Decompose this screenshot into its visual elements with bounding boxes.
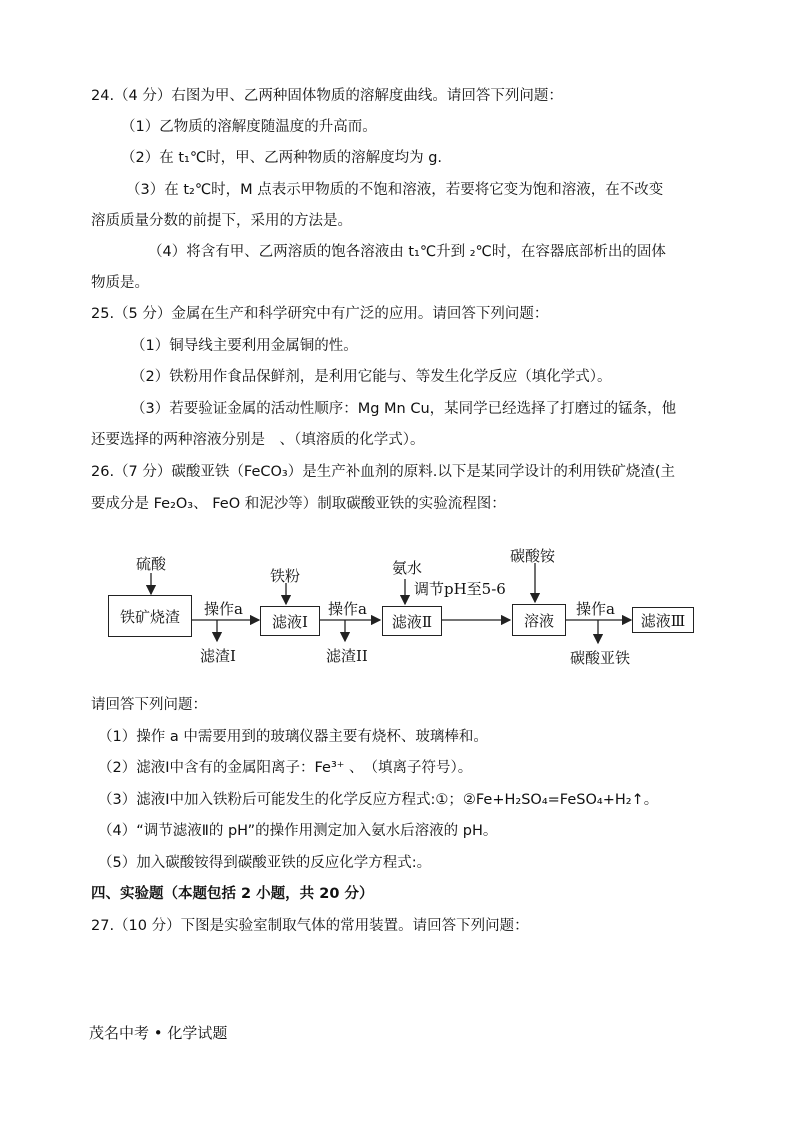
label-sulfuric-acid: 硫酸: [136, 555, 167, 573]
q25-stem: 25.（5 分）金属在生产和科学研究中有广泛的应用。请回答下列问题：: [91, 306, 549, 322]
q25-part2: （2）铁粉用作食品保鲜剂，是利用它能与、等发生化学反应（填化学式）。: [131, 369, 612, 385]
box-filtrate-2: 滤液Ⅱ: [382, 606, 442, 636]
label-operation-a-1: 操作a: [204, 600, 243, 618]
section-4-heading: 四、实验题（本题包括 2 小题，共 20 分）: [91, 886, 374, 902]
q24-part4: （4）将含有甲、乙两溶质的饱各溶液由 t₁℃升到 ₂℃时，在容器底部析出的固体: [148, 244, 666, 260]
q26-stem-cont: 要成分是 Fe₂O₃、 FeO 和泥沙等）制取碳酸亚铁的实验流程图：: [91, 496, 506, 512]
q25-part1: （1）铜导线主要利用金属铜的性。: [131, 338, 358, 354]
q25-part3-cont: 还要选择的两种溶液分别是 、（填溶质的化学式）。: [91, 432, 425, 448]
q26-stem: 26.（7 分）碳酸亚铁（FeCO₃）是生产补血剂的原料.以下是某同学设计的利用铁矿烧渣(主: [91, 464, 675, 480]
label-operation-a-2: 操作a: [328, 600, 367, 618]
q26-part3: （3）滤液Ⅰ中加入铁粉后可能发生的化学反应方程式:①；②Fe+H₂SO₄=FeSO₄+H₂↑。: [98, 792, 659, 808]
label-operation-a-3: 操作a: [576, 600, 615, 618]
q25-part3: （3）若要验证金属的活动性顺序：Mg Mn Cu，某同学已经选择了打磨过的锰条，他: [131, 401, 677, 417]
q26-part5: （5）加入碳酸铵得到碳酸亚铁的反应化学方程式:。: [98, 855, 432, 871]
q26-part1: （1）操作 a 中需要用到的玻璃仪器主要有烧杯、玻璃棒和。: [98, 729, 488, 745]
label-iron-powder: 铁粉: [270, 567, 301, 585]
q24-part4-cont: 物质是。: [91, 275, 149, 291]
q24-stem: 24.（4 分）右图为甲、乙两种固体物质的溶解度曲线。请回答下列问题：: [91, 88, 563, 104]
label-ferrous-carbonate: 碳酸亚铁: [570, 649, 631, 667]
q26-part2: （2）滤液Ⅰ中含有的金属阳离子：Fe³⁺ 、 （填离子符号）。: [98, 760, 473, 776]
label-ammonia: 氨水: [392, 559, 423, 577]
box-iron-ore-slag: 铁矿烧渣: [108, 595, 192, 637]
box-solution: 溶液: [512, 604, 566, 636]
q26-part4: （4）“调节滤液Ⅱ的 pH”的操作用测定加入氨水后溶液的 pH。: [98, 823, 498, 839]
q24-part3: （3）在 t₂℃时，M 点表示甲物质的不饱和溶液，若要将它变为饱和溶液，在不改变: [126, 182, 664, 198]
label-ammonium-carbonate: 碳酸铵: [510, 547, 556, 565]
label-residue-2: 滤渣II: [326, 647, 368, 665]
box-filtrate-3: 滤液Ⅲ: [632, 607, 694, 633]
q24-part2: （2）在 t₁℃时，甲、乙两种物质的溶解度均为 g.: [121, 150, 443, 166]
q24-part1: （1）乙物质的溶解度随温度的升高而。: [121, 119, 377, 135]
label-adjust-ph: 调节pH至5-6: [414, 580, 506, 598]
q26-prompt: 请回答下列问题：: [91, 697, 207, 713]
flow-chart: [100, 545, 720, 675]
label-residue-1: 滤渣Ⅰ: [200, 647, 236, 665]
q24-part3-cont: 溶质质量分数的前提下，采用的方法是。: [91, 213, 352, 229]
q27-stem: 27.（10 分）下图是实验室制取气体的常用装置。请回答下列问题：: [91, 918, 529, 934]
page-footer: 茂名中考 • 化学试题: [89, 1024, 228, 1042]
box-filtrate-1: 滤液Ⅰ: [260, 606, 320, 636]
